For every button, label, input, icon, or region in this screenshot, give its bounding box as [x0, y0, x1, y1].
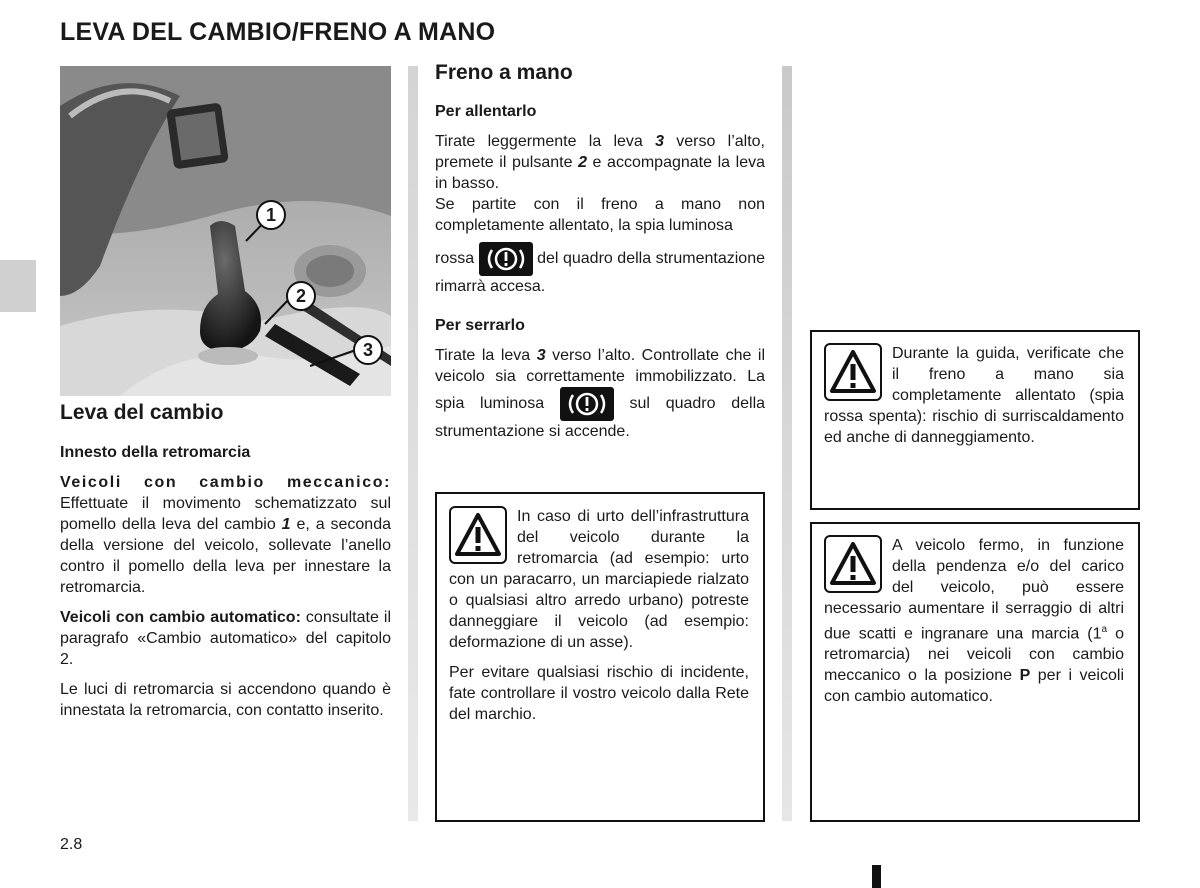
chapter-tab	[0, 260, 36, 312]
release-subheading: Per allentarlo	[435, 103, 537, 120]
reverse-impact-warning-box	[435, 492, 765, 822]
red-light-paragraph: rossa del quadro della strumentazione rimarrà accesa.	[435, 242, 765, 297]
callout-3: 3	[353, 335, 383, 365]
callout-2: 2	[286, 281, 316, 311]
manual-gearbox-paragraph: Veicoli con cambio meccanico: Effettuate il movimento schematizzato sul pomello della leva del cambio 1 e, a seconda della versione del veicolo, sollevate l’anello contro il pomello della leva per innestare la retromarcia.	[60, 474, 391, 596]
warning-triangle-icon	[824, 535, 882, 593]
reverse-impact-warning-text: In caso di urto dell’infrastruttura del veicolo durante la retromarcia (ad esempio: urto con un paracarro, un marciapiede rialzato o qualsiasi altro arredo urbano) potreste danneggiare il veicolo (ad esempio: deformazione di un asse).	[449, 508, 749, 651]
automatic-gearbox-paragraph: Veicoli con cambio automatico: consultate il paragrafo «Cambio automatico» del capitolo 2.	[60, 609, 391, 668]
gear-lever-photo	[60, 66, 391, 396]
page-title: LEVA DEL CAMBIO/FRENO A MANO	[60, 18, 496, 46]
edge-marker	[872, 865, 881, 888]
apply-paragraph: Tirate la leva 3 verso l’alto. Controllate che il veicolo sia correttamente immobilizzato. La spia luminosa sul quadro della strumentazione si accende.	[435, 347, 766, 440]
warning-triangle-icon	[449, 506, 507, 564]
column-separator-right	[782, 66, 792, 821]
stationary-vehicle-warning-box	[810, 522, 1140, 822]
handbrake-heading: Freno a mano	[435, 61, 573, 84]
release-warning-paragraph: Se partite con il freno a mano non completamente allentato, la spia luminosa	[435, 196, 765, 234]
parking-brake-warning-light-icon	[560, 387, 614, 421]
parking-brake-warning-light-icon	[479, 242, 533, 276]
callout-1: 1	[256, 200, 286, 230]
release-paragraph: Tirate leggermente la leva 3 verso l’alto, premete il pulsante 2 e accompagnate la leva in basso.	[435, 133, 765, 192]
reverse-impact-advice-text: Per evitare qualsiasi rischio di incidente, fate controllare il vostro veicolo dalla Rete del marchio.	[449, 664, 749, 723]
apply-subheading: Per serrarlo	[435, 317, 525, 334]
left-column	[60, 402, 391, 721]
reverse-gear-subheading: Innesto della retromarcia	[60, 444, 251, 461]
column-separator-left	[408, 66, 418, 821]
driving-handbrake-warning-text: Durante la guida, verificate che il freno a mano sia completamente allentato (spia rossa spenta): rischio di surriscaldamento ed anche di danneggiamento.	[824, 345, 1124, 446]
driving-handbrake-warning-box	[810, 330, 1140, 510]
middle-column	[435, 62, 765, 442]
reverse-lights-paragraph: Le luci di retromarcia si accendono quando è innestata la retromarcia, con contatto inserito.	[60, 681, 391, 719]
page-number: 2.8	[60, 836, 83, 853]
warning-triangle-icon	[824, 343, 882, 401]
gear-lever-heading: Leva del cambio	[60, 401, 224, 424]
stationary-vehicle-warning-text: A veicolo fermo, in funzione della pendenza e/o del carico del veicolo, può essere necessario aumentare il serraggio di altri due scatti e ingranare una marcia (1$^a$ o retromarcia) nei veicoli con cambio meccanico o la posizione P per i veicoli con cambio automatico.	[824, 537, 1125, 706]
